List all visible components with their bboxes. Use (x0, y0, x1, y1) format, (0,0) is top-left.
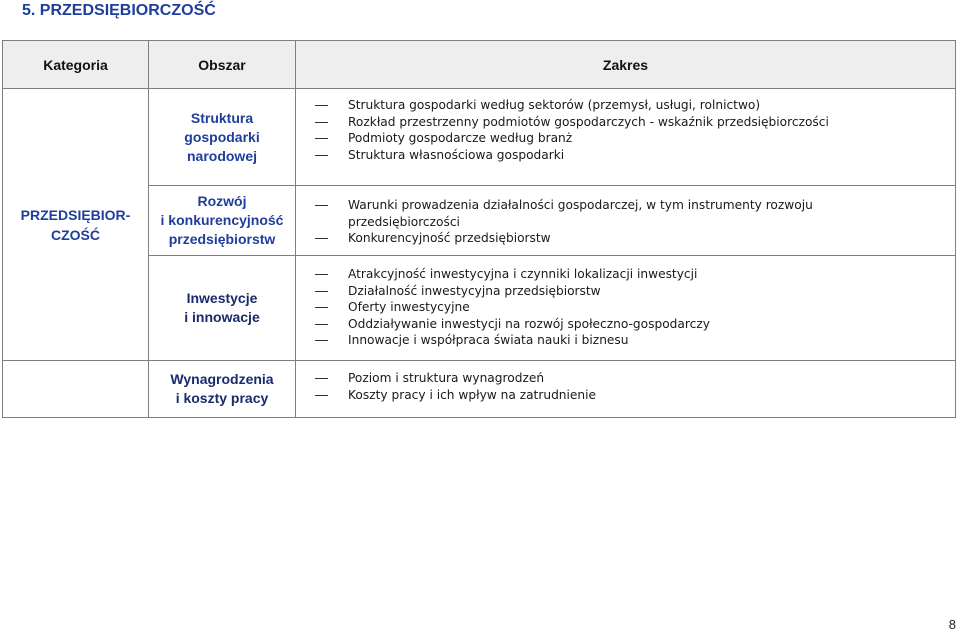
area-line: Struktura (190, 109, 254, 126)
scope-cell (296, 89, 956, 186)
header-row (3, 41, 956, 89)
area-line: Wynagrodzenia (170, 371, 274, 387)
list-item: Koszty pracy i ich wpływ na zatrudnienie (296, 387, 955, 404)
header-category: Kategoria (3, 41, 149, 89)
list-item-text: Warunki prowadzenia działalności gospodarczej, w tym instrumenty rozwoju (348, 198, 813, 212)
area-cell (149, 89, 296, 186)
area-line: Inwestycje (186, 290, 258, 306)
list-item-continuation: przedsiębiorczości (348, 214, 460, 229)
category-line-2: CZOŚĆ (51, 226, 100, 243)
list-item: Rozkład przestrzenny podmiotów gospodarczych - wskaźnik przedsiębiorczości (296, 114, 955, 131)
category-cell-empty (3, 361, 149, 418)
category-line-1: PRZEDSIĘBIOR- (20, 206, 131, 223)
section-heading: 5. PRZEDSIĘBIORCZOŚĆ (22, 2, 216, 19)
area-line: Rozwój (197, 193, 247, 209)
list-item: Oddziaływanie inwestycji na rozwój społeczno-gospodarczy (296, 316, 955, 333)
area-cell (149, 186, 296, 256)
area-line: i innowacje (184, 309, 260, 325)
list-item: Struktura własnościowa gospodarki (296, 147, 955, 164)
area-line: i konkurencyjność (160, 212, 284, 228)
list-item: Oferty inwestycyjne (296, 299, 955, 316)
area-line: gospodarki (184, 128, 260, 145)
page-number: 8 (948, 617, 956, 632)
list-item: Poziom i struktura wynagrodzeń (296, 370, 955, 387)
category-cell (3, 89, 149, 361)
table-row (3, 89, 956, 186)
list-item: Struktura gospodarki według sektorów (przemysł, usługi, rolnictwo) (296, 97, 955, 114)
table-row (3, 361, 956, 418)
area-line: przedsiębiorstw (168, 231, 276, 247)
list-item: Konkurencyjność przedsiębiorstw (296, 230, 955, 247)
header-scope: Zakres (296, 41, 956, 89)
scope-cell (296, 361, 956, 418)
area-line: narodowej (186, 147, 257, 164)
scope-table (2, 40, 956, 418)
list-item: Atrakcyjność inwestycyjna i czynniki lokalizacji inwestycji (296, 266, 955, 283)
scope-cell (296, 256, 956, 361)
area-cell (149, 361, 296, 418)
list-item (296, 197, 955, 230)
header-area: Obszar (149, 41, 296, 89)
area-line: i koszty pracy (175, 390, 269, 406)
area-cell (149, 256, 296, 361)
list-item: Podmioty gospodarcze według branż (296, 130, 955, 147)
list-item: Działalność inwestycyjna przedsiębiorstw (296, 283, 955, 300)
list-item: Innowacje i współpraca świata nauki i biznesu (296, 332, 955, 349)
scope-cell (296, 186, 956, 256)
